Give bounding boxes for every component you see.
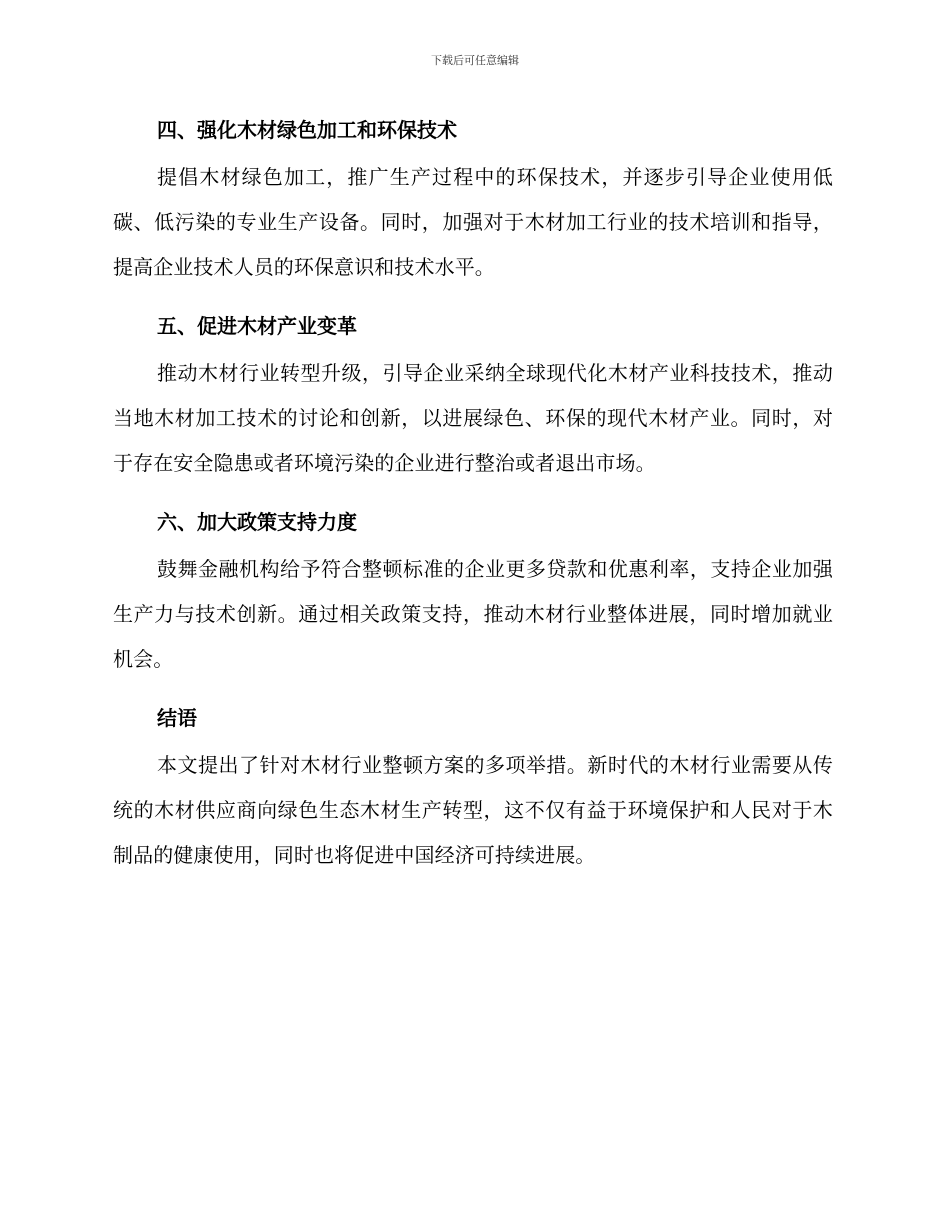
document-body: [113, 110, 833, 894]
conclusion-paragraph: 本文提出了针对木材行业整顿方案的多项举措。新时代的木材行业需要从传统的木材供应商向绿色生态木材生产转型，这不仅有益于环境保护和人民对于木制品的健康使用，同时也将促进中国经济可持续进展。: [113, 753, 833, 867]
section-heading-5: 五、促进木材产业变革: [157, 314, 357, 338]
conclusion-heading: 结语: [157, 706, 197, 730]
section-paragraph-4: 提倡木材绿色加工，推广生产过程中的环保技术，并逐步引导企业使用低碳、低污染的专业生产设备。同时，加强对于木材加工行业的技术培训和指导，提高企业技术人员的环保意识和技术水平。: [113, 165, 833, 279]
section-paragraph-5: 推动木材行业转型升级，引导企业采纳全球现代化木材产业科技技术，推动当地木材加工技术的讨论和创新，以进展绿色、环保的现代木材产业。同时，对于存在安全隐患或者环境污染的企业进行整治或者退出市场。: [113, 361, 833, 475]
section-heading-4: 四、强化木材绿色加工和环保技术: [157, 118, 457, 142]
section-heading-6: 六、加大政策支持力度: [157, 510, 357, 534]
section-paragraph-6: 鼓舞金融机构给予符合整顿标准的企业更多贷款和优惠利率，支持企业加强生产力与技术创新。通过相关政策支持，推动木材行业整体进展，同时增加就业机会。: [113, 557, 833, 671]
header-note: 下载后可任意编辑: [431, 54, 519, 67]
